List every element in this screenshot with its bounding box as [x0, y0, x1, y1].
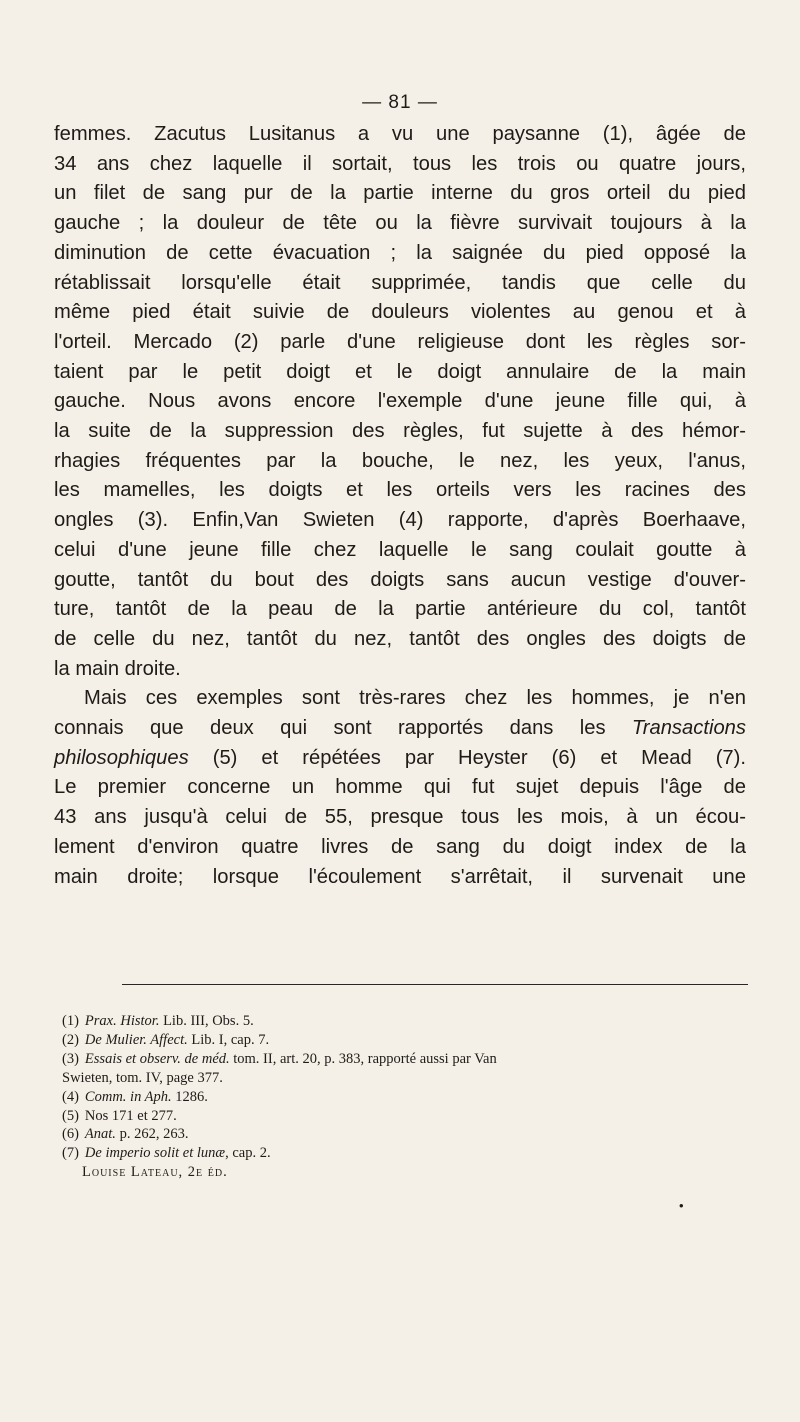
- text-line: la main droite.: [54, 657, 181, 680]
- text-fragment: (5) et répétées par Heyster (6) et Mead (7).: [188, 746, 746, 769]
- text-line: de celle du nez, tantôt du nez, tantôt des ongles des doigts de: [54, 627, 746, 650]
- footnote: (4) Comm. in Aph. 1286.: [62, 1088, 208, 1105]
- footnotes: [62, 1012, 762, 1182]
- text-line: Mais ces exemples sont très-rares chez les hommes, je n'en: [84, 687, 746, 710]
- printer-mark: •: [679, 1198, 684, 1213]
- text-line: femmes. Zacutus Lusitanus a vu une paysanne (1), âgée de: [54, 123, 746, 145]
- footnote: (6) Anat. p. 262, 263.: [62, 1126, 189, 1143]
- text-line: un filet de sang pur de la partie interne du gros orteil du pied: [54, 182, 746, 205]
- text-line: rétablissait lorsqu'elle était supprimée, tandis que celle du: [54, 271, 746, 294]
- footnote-continuation: Swieten, tom. IV, page 377.: [62, 1069, 223, 1086]
- footnote: (5) Nos 171 et 277.: [62, 1107, 177, 1124]
- text-line: lement d'environ quatre livres de sang du doigt index de la: [54, 835, 746, 858]
- text-line: celui d'une jeune fille chez laquelle le sang coulait goutte à: [54, 538, 746, 561]
- text-line: [54, 744, 746, 774]
- footnote: (1) Prax. Histor. Lib. III, Obs. 5.: [62, 1013, 254, 1029]
- text-line: 43 ans jusqu'à celui de 55, presque tous les mois, à un écou-: [54, 806, 746, 829]
- text-line: ture, tantôt de la peau de la partie antérieure du col, tantôt: [54, 598, 746, 621]
- footnote: (2) De Mulier. Affect. Lib. I, cap. 7.: [62, 1031, 270, 1048]
- text-line: Le premier concerne un homme qui fut sujet depuis l'âge de: [54, 776, 746, 799]
- footnote: (7) De imperio solit et lunæ, cap. 2.: [62, 1145, 271, 1162]
- text-line: l'orteil. Mercado (2) parle d'une religieuse dont les règles sor-: [54, 330, 746, 353]
- italic-title: Transactions: [631, 717, 746, 740]
- text-line: gauche ; la douleur de tête ou la fièvre survivait toujours à la: [54, 212, 746, 235]
- text-fragment: connais que deux qui sont rapportés dans les: [54, 717, 632, 740]
- text-line: gauche. Nous avons encore l'exemple d'une jeune fille qui, à: [54, 390, 746, 413]
- text-line: 34 ans chez laquelle il sortait, tous les trois ou quatre jours,: [54, 152, 746, 175]
- text-line: rhagies fréquentes par la bouche, le nez, les yeux, l'anus,: [54, 449, 746, 472]
- page-number: — 81 —: [362, 92, 438, 113]
- text-line: goutte, tantôt du bout des doigts sans aucun vestige d'ouver-: [54, 568, 746, 591]
- text-line: main droite; lorsque l'écoulement s'arrêtait, il survenait une: [54, 865, 746, 888]
- text-line: les mamelles, les doigts et les orteils vers les racines des: [54, 479, 746, 502]
- footnote-divider: [122, 984, 748, 985]
- text-line: [54, 714, 746, 744]
- text-line: ongles (3). Enfin,Van Swieten (4) rapporte, d'après Boerhaave,: [54, 509, 746, 532]
- text-line: même pied était suivie de douleurs violentes au genou et à: [54, 301, 746, 324]
- footnote: (3) Essais et observ. de méd. tom. II, art. 20, p. 383, rapporté aussi par Van: [62, 1050, 497, 1067]
- main-text: [54, 120, 746, 892]
- italic-title: philosophiques: [54, 746, 189, 769]
- text-line: la suite de la suppression des règles, fut sujette à des hémor-: [54, 420, 746, 443]
- text-line: taient par le petit doigt et le doigt annulaire de la main: [54, 360, 746, 383]
- text-line: diminution de cette évacuation ; la saignée du pied opposé la: [54, 241, 746, 264]
- signature-line: Louise Lateau, 2e éd.: [82, 1164, 228, 1181]
